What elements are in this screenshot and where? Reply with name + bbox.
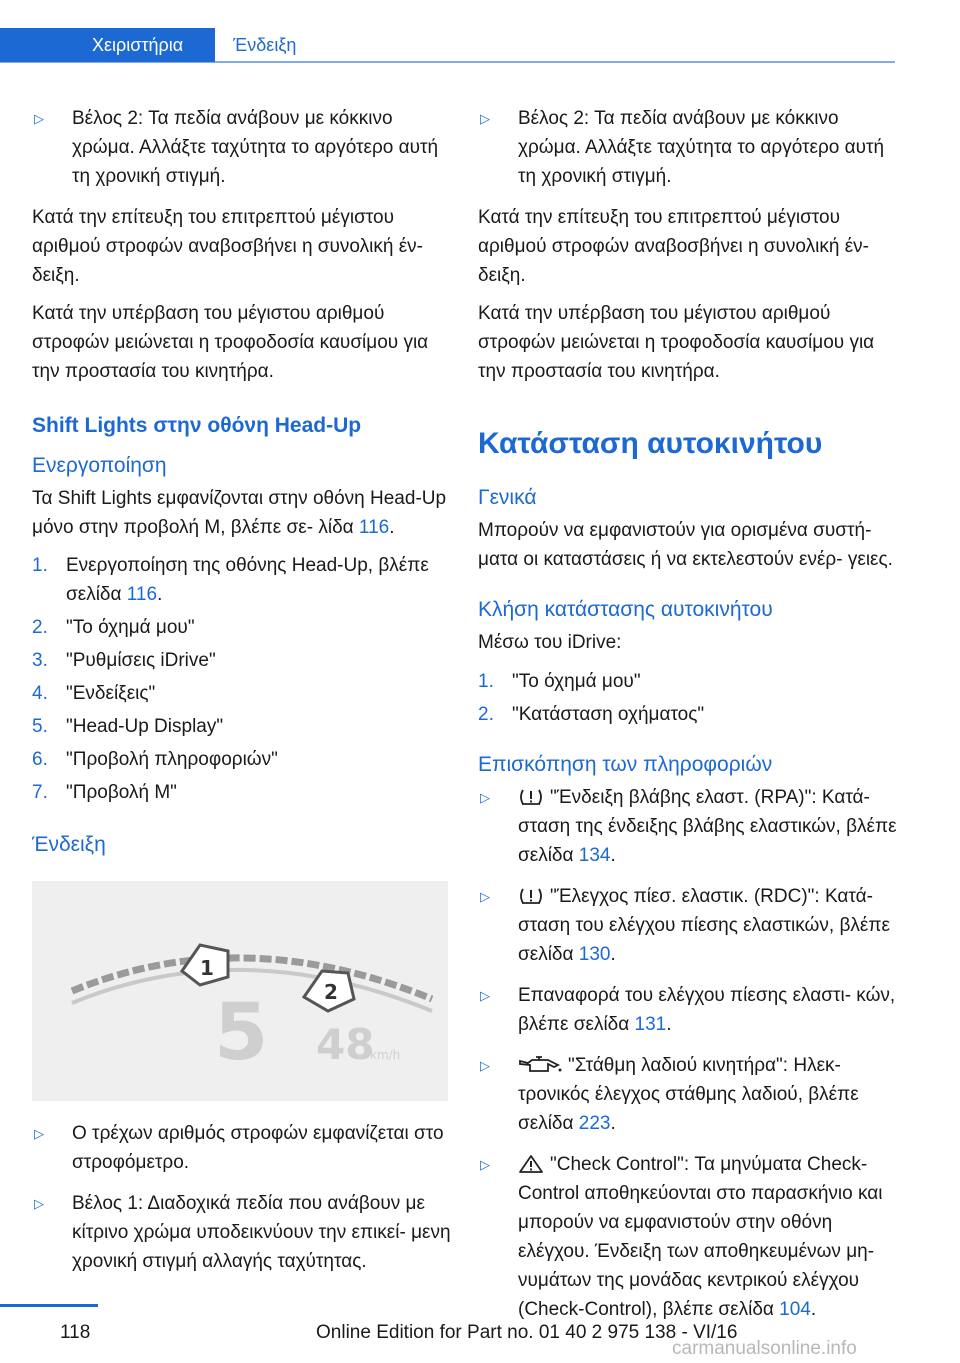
page-link[interactable]: 134 bbox=[578, 845, 611, 866]
list-item: ▷ "Ένδειξη βλάβης ελαστ. (RPA)": Κατά- σταση της ένδειξης βλάβης ελαστικών, βλέπε σελίδα 134. bbox=[478, 783, 898, 870]
step-text: "Head-Up Display" bbox=[66, 716, 224, 737]
paragraph: Κατά την επίτευξη του επιτρεπτού μέγιστου αριθμού στροφών αναβοσβήνει η συνολική έν- δειξη. bbox=[32, 207, 423, 286]
speed-unit: km/h bbox=[370, 1048, 401, 1062]
triangle-bullet-icon: ▷ bbox=[480, 111, 490, 126]
chapter-heading: Κατάσταση αυτοκινήτου bbox=[478, 427, 823, 460]
triangle-bullet-icon: ▷ bbox=[480, 1058, 490, 1073]
triangle-bullet-icon: ▷ bbox=[480, 889, 490, 904]
list-item bbox=[32, 1119, 452, 1177]
page-link[interactable]: 116 bbox=[358, 517, 390, 538]
list-item bbox=[32, 1189, 452, 1276]
subsection-heading: Κλήση κατάστασης αυτοκινήτου bbox=[478, 598, 773, 621]
list-item: ▷ Επαναφορά του ελέγχου πίεσης ελαστι- κών, βλέπε σελίδα 131. bbox=[478, 981, 898, 1039]
step-text: "Προβολή πληροφοριών" bbox=[66, 749, 278, 770]
step-text: "Ρυθμίσεις iDrive" bbox=[66, 650, 216, 671]
oil-can-icon bbox=[518, 1055, 562, 1075]
list-item bbox=[32, 745, 452, 774]
step-number: 2. bbox=[32, 617, 48, 638]
marker-2-label: 2 bbox=[324, 980, 338, 1004]
step-text: "Προβολή M" bbox=[66, 782, 177, 803]
shift-lights-figure bbox=[32, 881, 448, 1101]
step-number: 7. bbox=[32, 782, 48, 803]
activation-text: Τα Shift Lights εμφανίζονται στην οθόνη Head-Up μόνο στην προβολή M, βλέπε σε- λίδα bbox=[32, 488, 447, 538]
paragraph: Τα Shift Lights εμφανίζονται στην οθόνη Head-Up μόνο στην προβολή M, βλέπε σε- λίδα 116. bbox=[32, 488, 447, 538]
paragraph: Κατά την επίτευξη του επιτρεπτού μέγιστου αριθμού στροφών αναβοσβήνει η συνολική έν- δειξη. bbox=[478, 207, 869, 286]
step-text: "Ενδείξεις" bbox=[66, 683, 156, 704]
left-column bbox=[32, 104, 452, 1288]
paragraph: Κατά την υπέρβαση του μέγιστου αριθμού στροφών μειώνεται η τροφοδοσία καυσίμου για την προστασία του κινητήρα. bbox=[478, 303, 875, 382]
tab-controls[interactable]: Χειριστήρια bbox=[0, 28, 215, 62]
speed-value: 48 bbox=[316, 1020, 375, 1069]
list-item: ▷ "Έλεγχος πίεσ. ελαστικ. (RDC)": Κατά- σταση του ελέγχου πίεσης ελαστικών, βλέπε σελίδα 130. bbox=[478, 882, 898, 969]
list-item bbox=[478, 700, 898, 729]
step-text: "Το όχημά μου" bbox=[512, 671, 641, 692]
header-rule bbox=[0, 61, 895, 63]
step-number: 6. bbox=[32, 749, 48, 770]
list-item bbox=[32, 613, 452, 642]
list-item: ▷ "Check Control": Τα μηνύματα Check- Control αποθηκεύονται στο παρασκήνιο και μπορούν να εμφανιστούν στην οθόνη ελέγχου. Ένδειξη των αποθηκευμένων μη- νυμάτων της μονάδας κεντρικού ελέγχου (Check-Control), βλέπε σελίδα 104. bbox=[478, 1150, 898, 1324]
numbered-list bbox=[32, 551, 452, 807]
arrow2-text: Βέλος 2: Τα πεδία ανάβουν με κόκκινο χρώμα. Αλλάξτε ταχύτητα το αργότερο αυτή τη χρονική στιγμή. bbox=[518, 108, 885, 187]
numbered-list bbox=[478, 667, 898, 729]
step-number: 2. bbox=[478, 704, 494, 725]
paragraph: Μέσω του iDrive: bbox=[478, 632, 622, 653]
bullet-text: Βέλος 1: Διαδοχικά πεδία που ανάβουν με κίτρινο χρώμα υποδεικνύουν την επικεί- μενη χρονική στιγμή αλλαγής ταχύτητας. bbox=[72, 1193, 451, 1272]
paragraph: Κατά την υπέρβαση του μέγιστου αριθμού στροφών μειώνεται η τροφοδοσία καυσίμου για την προστασία του κινητήρα. bbox=[32, 303, 429, 382]
step-text: "Κατάσταση οχήματος" bbox=[512, 704, 705, 725]
triangle-bullet-icon: ▷ bbox=[34, 111, 44, 126]
page-link[interactable]: 131 bbox=[634, 1014, 667, 1035]
list-item bbox=[478, 667, 898, 696]
triangle-bullet-icon: ▷ bbox=[34, 1196, 44, 1211]
arrow-1-marker bbox=[182, 945, 228, 985]
section-heading: Shift Lights στην οθόνη Head-Up bbox=[32, 414, 362, 437]
step-text: "Το όχημά μου" bbox=[66, 617, 195, 638]
footer-rule bbox=[0, 1304, 98, 1307]
step-number: 3. bbox=[32, 650, 48, 671]
subsection-heading: Ενεργοποίηση bbox=[32, 454, 167, 477]
header-tabs bbox=[0, 28, 314, 62]
step-number: 1. bbox=[478, 671, 494, 692]
gear-indicator: 5 bbox=[214, 988, 269, 1078]
list-item bbox=[32, 104, 452, 191]
shift-lights-illustration bbox=[32, 881, 448, 1101]
edition-note: Online Edition for Part no. 01 40 2 975 138 - VI/16 bbox=[316, 1322, 738, 1343]
tire-warning-icon bbox=[518, 886, 544, 906]
tire-warning-icon bbox=[518, 787, 544, 807]
page-link[interactable]: 116 bbox=[126, 584, 158, 605]
subsection-heading: Γενικά bbox=[478, 486, 537, 509]
triangle-bullet-icon: ▷ bbox=[480, 1157, 490, 1172]
subsection-heading: Επισκόπηση των πληροφοριών bbox=[478, 753, 773, 776]
list-item bbox=[32, 712, 452, 741]
step-number: 5. bbox=[32, 716, 48, 737]
subsection-heading: Ένδειξη bbox=[32, 833, 106, 856]
list-item bbox=[478, 104, 898, 191]
watermark: carmanualsonline.info bbox=[672, 1338, 857, 1359]
warning-triangle-icon bbox=[518, 1154, 544, 1174]
triangle-bullet-icon: ▷ bbox=[34, 1126, 44, 1141]
marker-1-label: 1 bbox=[200, 956, 214, 980]
triangle-bullet-icon: ▷ bbox=[480, 988, 490, 1003]
triangle-bullet-icon: ▷ bbox=[480, 790, 490, 805]
step-number: 4. bbox=[32, 683, 48, 704]
list-item bbox=[32, 646, 452, 675]
page-link[interactable]: 223 bbox=[578, 1113, 611, 1134]
list-item bbox=[32, 679, 452, 708]
arrow2-text: Βέλος 2: Τα πεδία ανάβουν με κόκκινο χρώμα. Αλλάξτε ταχύτητα το αργότερο αυτή τη χρονική στιγμή. bbox=[72, 108, 439, 187]
tab-display[interactable]: Ένδειξη bbox=[233, 35, 297, 55]
right-column bbox=[478, 104, 898, 1336]
list-item: ▷ "Στάθμη λαδιού κινητήρα": Ηλεκ- τρονικός έλεγχος στάθμης λαδιού, βλέπε σελίδα 223. bbox=[478, 1051, 898, 1138]
page-link[interactable]: 130 bbox=[578, 944, 611, 965]
bullet-text: Ο τρέχων αριθμός στροφών εμφανίζεται στο στροφόμετρο. bbox=[72, 1123, 444, 1173]
step-text: Ενεργοποίηση της οθόνης Head-Up, βλέπε σελίδα 116. bbox=[66, 555, 429, 605]
paragraph: Μπορούν να εμφανιστούν για ορισμένα συστή- ματα οι καταστάσεις ή να εκτελεστούν ενέρ- γειες. bbox=[478, 520, 893, 570]
page-link[interactable]: 104 bbox=[779, 1299, 811, 1320]
page-number: 118 bbox=[60, 1322, 91, 1343]
list-item bbox=[32, 551, 452, 609]
list-item bbox=[32, 778, 452, 807]
step-number: 1. bbox=[32, 555, 48, 576]
